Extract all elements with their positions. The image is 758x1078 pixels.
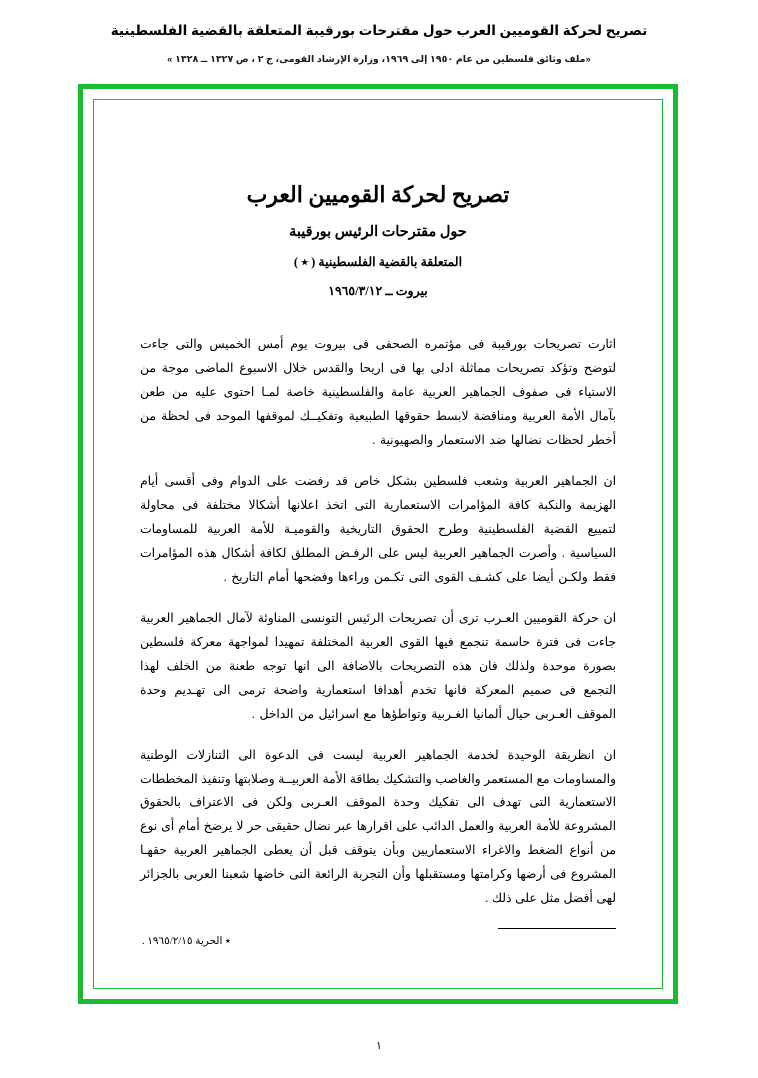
document-subtitle-1: حول مقترحات الرئيس بورقيبة [289, 224, 467, 240]
header-title: تصريح لحركة القوميين العرب حول مقترحات بورقيبة المتعلقة بالقضية الفلسطينية [110, 23, 648, 38]
paragraph: ان الجماهير العربية وشعب فلسطين بشكل خاص قد رفضت على الدوام وفى أقسى أيام الهزيمة والنكبة كافة المؤامرات الاستعمارية التى اتخذ اعلانها أشكالا مختلفة فى محاولة لتمييع القضية الفلسطينية وطرح الحقوق التاريخية والقوميـة للأمة العربية للمساومات السياسية . وأصرت الجماهير العربية ليس على الرفـض المطلق لكافة أشكال هذه المؤامرات فقط ولكـن أيضا على كشـف القوى التى تكـمن وراءها وفضحها أمام التاريخ . [140, 473, 616, 584]
page-header [0, 0, 758, 65]
header-source-citation: «ملف وثائق فلسطين من عام ١٩٥٠ إلى ١٩٦٩، وزارة الإرشاد القومى، ج ٢ ، ص ١٣٢٧ ــ ١٣٢٨ » [167, 53, 591, 65]
document-paragraphs [140, 333, 616, 911]
paragraph: اثارت تصريحات بورقيبة فى مؤتمره الصحفى فى بيروت يوم أمس الخميس والتى جاءت لتوضح وتؤكد تصريحات مماثلة ادلى بها فى اريحا والقدس خلال الاسبوع الماضى موجة من الاستياء فى صفوف الجماهير العربية عامة والفلسطينية خاصة لمـا احتوى عليه من طعن بآمال الأمة العربية ومناقضة لابسط حقوقها الطبيعية وتفكيــك لموقفها الموحد فى لحظة من أخطر لحظات نضالها ضد الاستعمار والصهيونية . [140, 337, 616, 447]
document-place-date: بيروت ــ ١٩٦٥/٣/١٢ [328, 284, 428, 298]
document-title: تصريح لحركة القوميين العرب [246, 182, 510, 207]
page-number: ١ [376, 1040, 382, 1052]
footnote-text: ٭ الحرية ١٩٦٥/٢/١٥ . [142, 936, 231, 948]
paragraph: ان انظريقة الوحيدة لخدمة الجماهير العربية ليست فى الدعوة الى التنازلات الوطنية والمساومات مع المستعمر والغاصب والتشكيك بطاقة الأمة العربيــة وصلابتها وتنفيذ المخططات الاستعمارية التى تهدف الى تفكيك وحدة الموقف العـربى ولكن فى الاعتراف بالحقوق المشروعة للأمة العربية والعمل الدائب على اقرارها عبر نضال حقيقى حر لا يرضخ أمام أى نوع من أنواع الضغط والاغراء الاستعماريين وبأن يتوقف قبل أن يعطى الجماهير العربية حقهـا المشروع فى أرضها وكرامتها ومستقبلها وأن التجربة الرائعة التى خاضها شعبنا العربى بالجزائر لهى أفضل مثل على ذلك . [140, 747, 616, 906]
document-subtitle-2: المتعلقة بالقضية الفلسطينية ( ٭ ) [293, 255, 463, 269]
footnote-block [140, 928, 616, 947]
footnote-divider [498, 928, 616, 929]
paragraph: ان حركة القوميين العـرب ترى أن تصريحات الرئيس التونسى المناوئة لآمال الجماهير العربية جاءت فى فترة حاسمة تنجمع فيها القوى العربية المختلفة تمهيدا لمواجهة معركة فلسطين بصورة موحدة ولذلك فان هذه التصريحات بالاضافة الى انها توجه طعنة من الخلف لهذا التجمع فى صميم المعركة فانها تخدم أهدافا استعمارية واضحة ترمى الى تهـديم وحدة الموقف العـربى حيال ألمانيا الغـربية وتواطؤها مع اسرائيل من الداخل . [140, 610, 616, 721]
document-content [96, 104, 660, 984]
